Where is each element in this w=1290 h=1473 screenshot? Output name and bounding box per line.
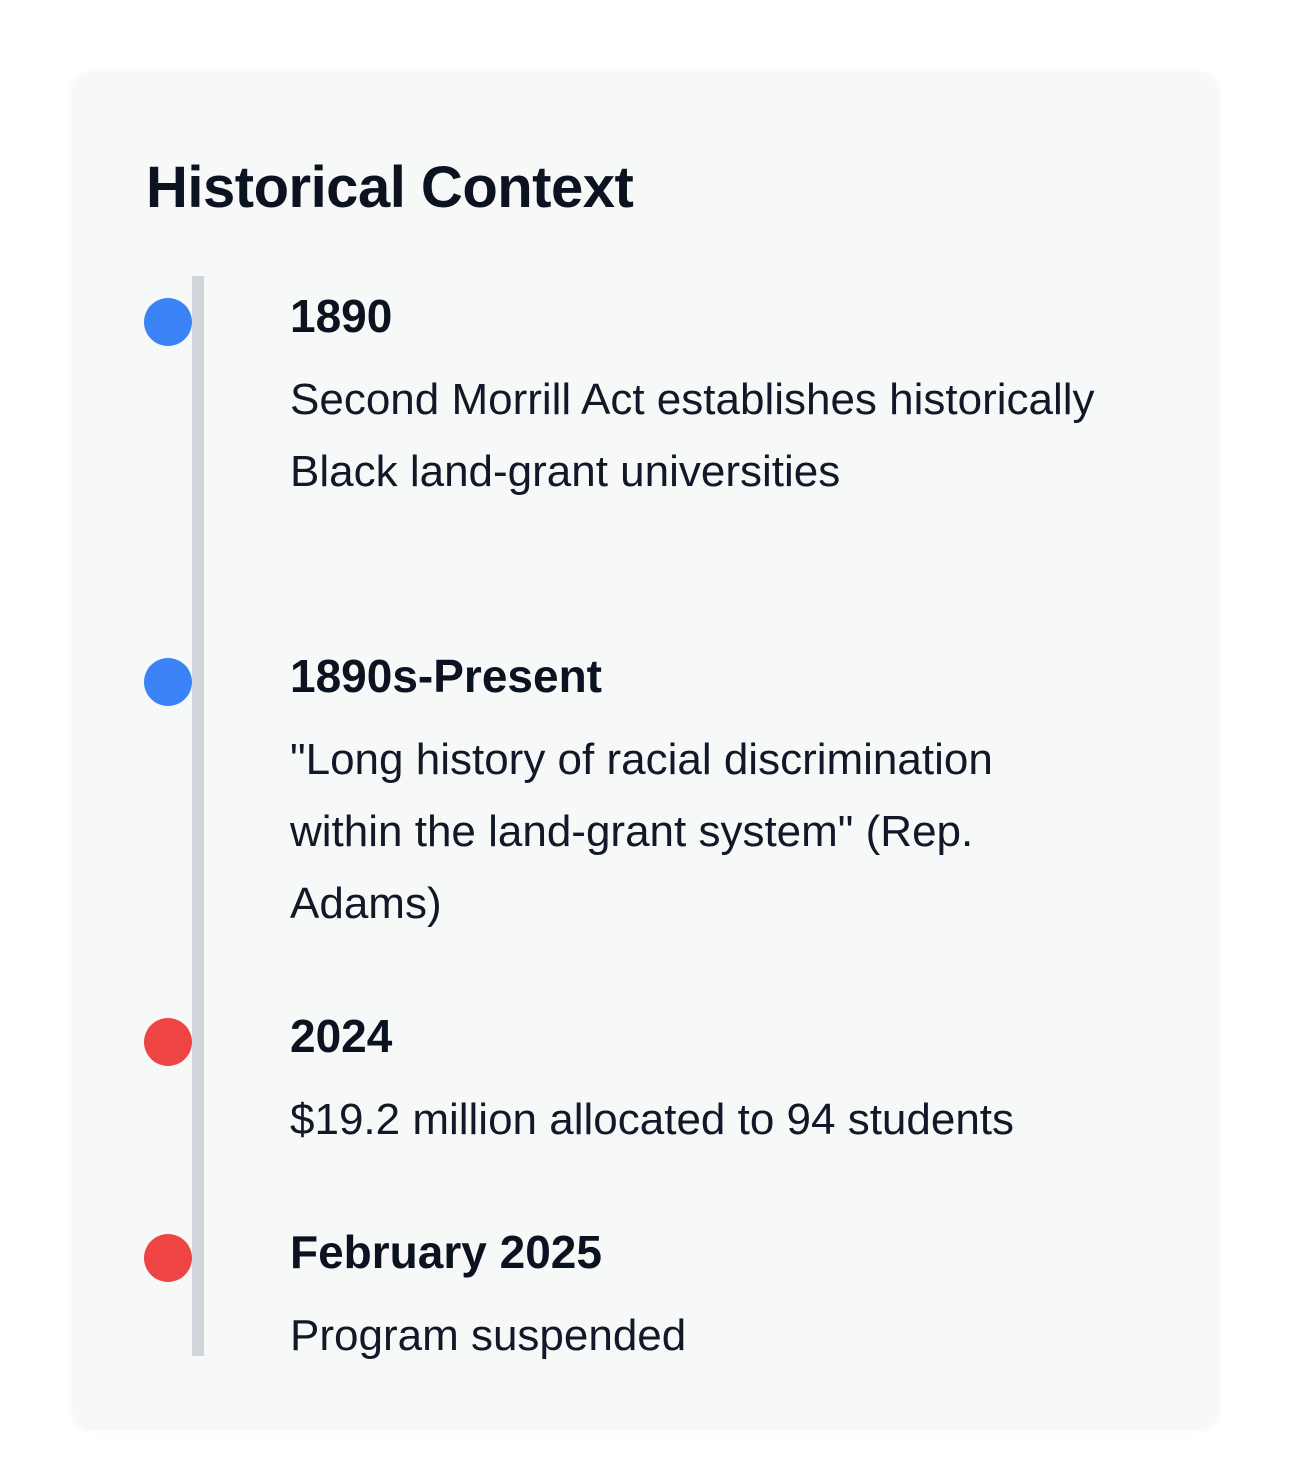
event-description: Program suspended [290, 1311, 687, 1360]
event-date: 2024 [290, 1010, 393, 1062]
event-date: 1890 [290, 290, 393, 342]
timeline-dot [144, 298, 192, 346]
timeline-dot [144, 658, 192, 706]
timeline-dot [144, 1018, 192, 1066]
event-description: $19.2 million allocated to 94 students [290, 1095, 1015, 1144]
timeline-dot [144, 1234, 192, 1282]
historical-context-card [72, 72, 1218, 1427]
event-date: 1890s-Present [290, 650, 602, 702]
timeline-line [192, 276, 204, 1356]
event-description: "Long history of racial discrimination within the land-grant system" (Rep. Adams) [290, 735, 993, 928]
event-description: Second Morrill Act establishes historically Black land-grant universities [290, 375, 1095, 496]
card-title: Historical Context [146, 155, 634, 220]
event-date: February 2025 [290, 1226, 602, 1278]
